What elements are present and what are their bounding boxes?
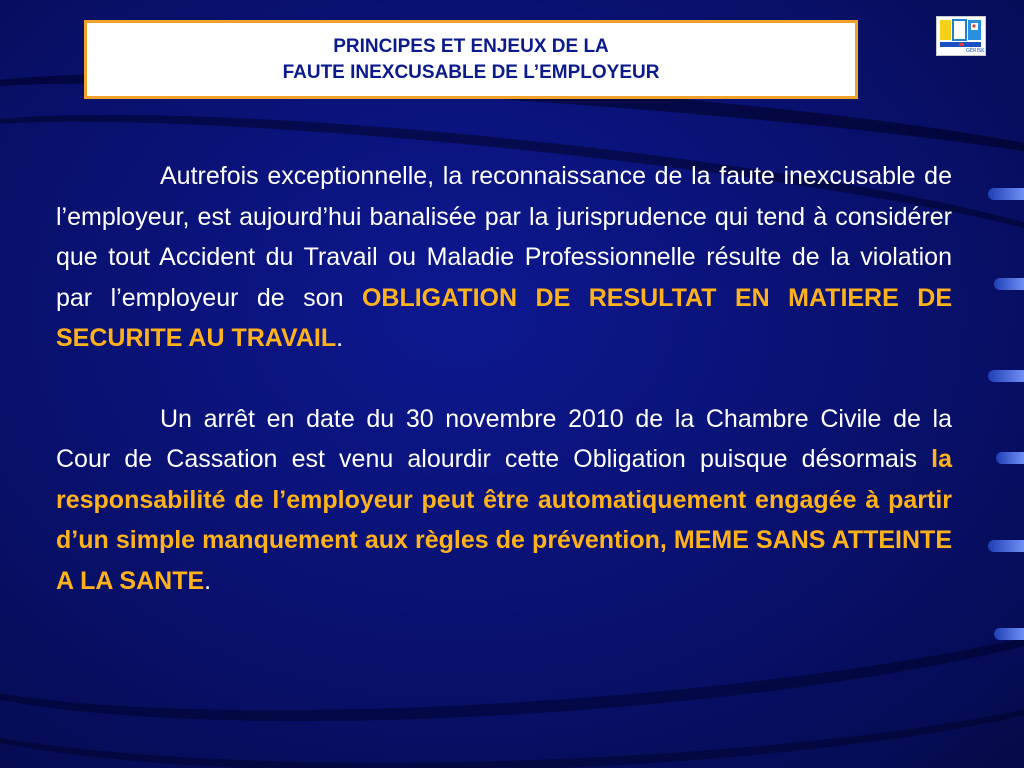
slide-title-line-1: PRINCIPES ET ENJEUX DE LA — [333, 35, 609, 57]
slide-title-line-2: FAUTE INEXCUSABLE DE L’EMPLOYEUR — [282, 61, 660, 83]
slide-title-box — [84, 20, 858, 99]
paragraph-1 — [56, 156, 952, 359]
paragraph-1-text: Autrefois exceptionnelle, la reconnaissance de la faute inexcusable de l’employeur, est aujourd’hui banalisée par la jurisprudence qui tend à considérer que tout Accident du Travail ou Maladie Professionnelle résulte de la violation par l’employeur de son — [56, 162, 952, 312]
edge-decoration — [988, 188, 1024, 200]
edge-decoration — [988, 540, 1024, 552]
paragraph-1-end: . — [336, 324, 344, 352]
company-logo — [936, 16, 986, 56]
edge-decoration — [994, 628, 1024, 640]
paragraph-2-end: . — [204, 566, 212, 595]
paragraph-2-highlight: la responsabilité de l’employeur peut être automatiquement engagée à partir d’un simple manquement aux règles de prévention, MEME SANS ATTEINTE A LA SANTE — [56, 445, 952, 595]
edge-decoration — [994, 278, 1024, 290]
gerisk-logo-icon — [937, 17, 985, 55]
edge-decoration — [996, 452, 1024, 464]
edge-decoration — [988, 370, 1024, 382]
slide-body — [56, 156, 952, 601]
paragraph-2 — [56, 399, 952, 602]
paragraph-1-highlight: OBLIGATION DE RESULTAT EN MATIERE DE SECURITE AU TRAVAIL — [56, 283, 952, 352]
paragraph-2-text: Un arrêt en date du 30 novembre 2010 de la Chambre Civile de la Cour de Cassation est venu alourdir cette Obligation puisque désormais — [56, 404, 952, 473]
logo-wordmark: GÉRISK — [966, 48, 985, 54]
